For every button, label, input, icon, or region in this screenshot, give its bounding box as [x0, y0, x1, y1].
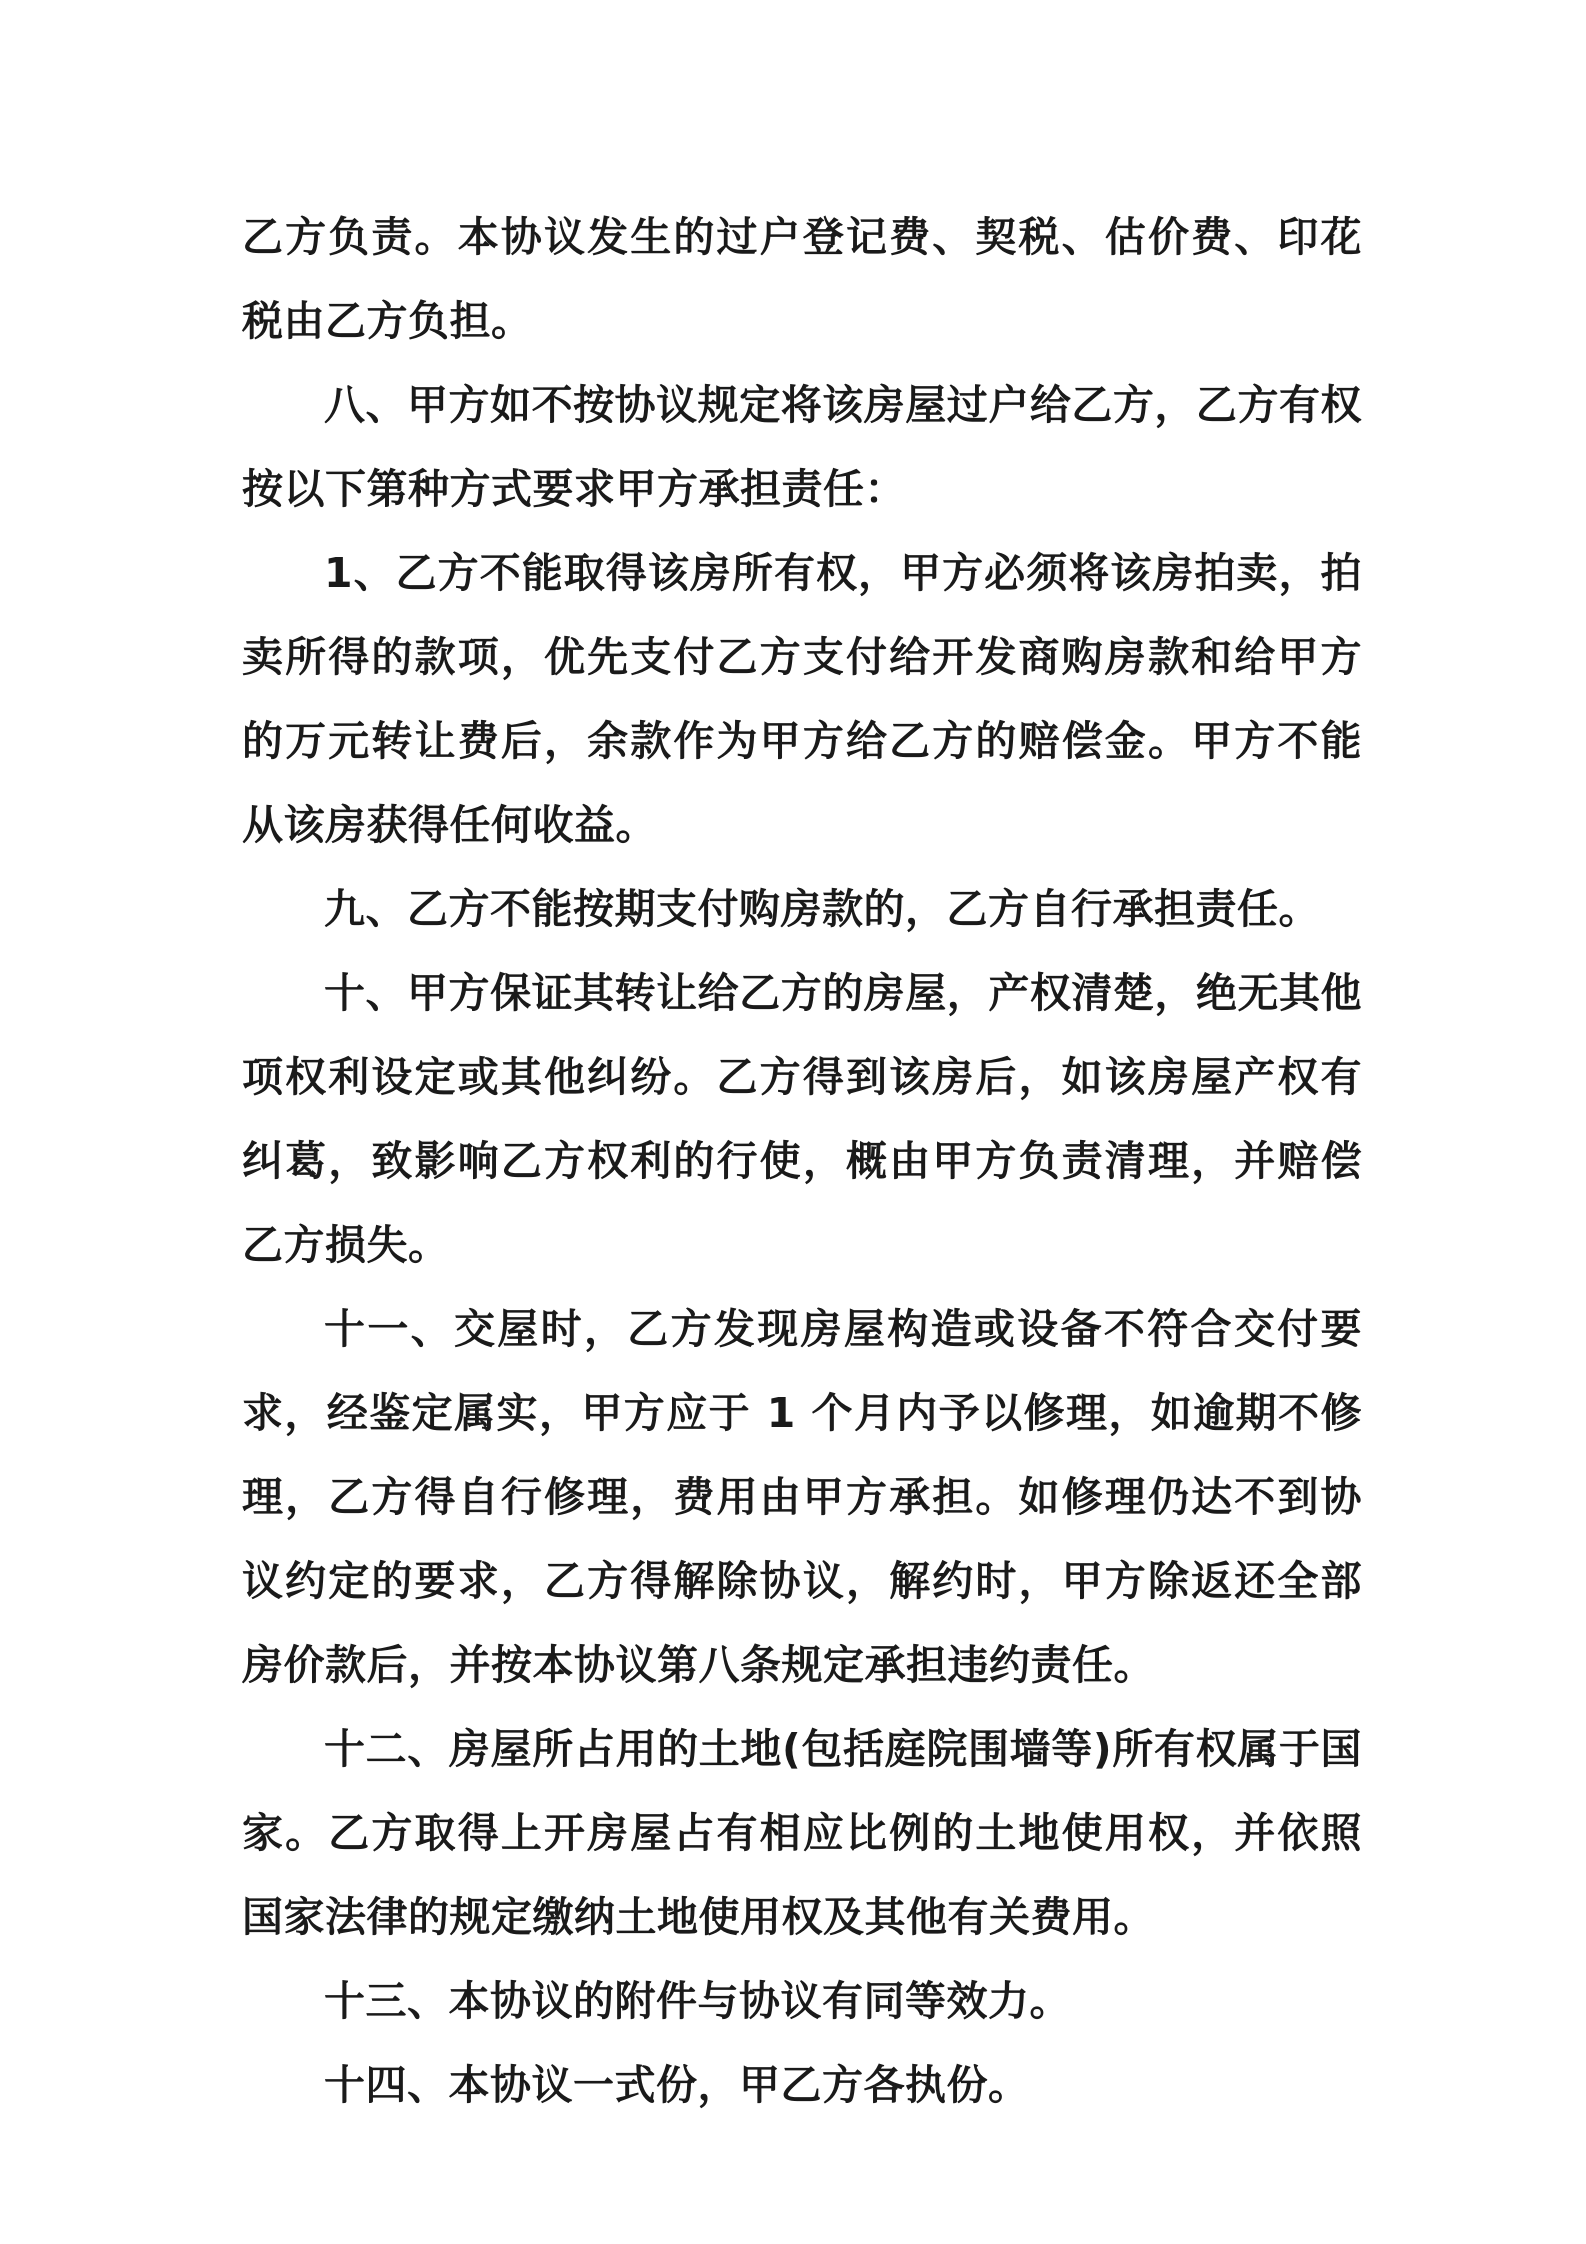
paragraph-clause-10: 十、甲方保证其转让给乙方的房屋，产权清楚，绝无其他项权利设定或其他纠纷。乙方得到该房后，如该房屋产权有纠葛，致影响乙方权利的行使，概由甲方负责清理，并赔偿乙方损失。 — [242, 969, 1362, 1269]
paragraph-continuation: 乙方负责。本协议发生的过户登记费、契税、估价费、印花税由乙方负担。 — [242, 213, 1362, 345]
paragraph-clause-14: 十四、本协议一式份，甲乙方各执份。 — [324, 2061, 1030, 2109]
paragraph-clause-8-item-1: 1、乙方不能取得该房所有权，甲方必须将该房拍卖，拍卖所得的款项，优先支付乙方支付给开发商购房款和给甲方的万元转让费后，余款作为甲方给乙方的赔偿金。甲方不能从该房获得任何收益。 — [242, 549, 1362, 849]
paragraph-clause-9: 九、乙方不能按期支付购房款的，乙方自行承担责任。 — [324, 885, 1320, 933]
paragraph-clause-13: 十三、本协议的附件与协议有同等效力。 — [324, 1977, 1071, 2025]
paragraph-clause-11: 十一、交屋时，乙方发现房屋构造或设备不符合交付要求，经鉴定属实，甲方应于 1 个月内予以修理，如逾期不修理，乙方得自行修理，费用由甲方承担。如修理仍达不到协议约定的要求，乙方得解除协议，解约时，甲方除返还全部房价款后，并按本协议第八条规定承担违约责任。 — [242, 1305, 1362, 1689]
paragraph-clause-12: 十二、房屋所占用的土地(包括庭院围墙等)所有权属于国家。乙方取得上开房屋占有相应比例的土地使用权，并依照国家法律的规定缴纳土地使用权及其他有关费用。 — [242, 1725, 1362, 1941]
document-body — [242, 195, 1362, 2127]
paragraph-clause-8: 八、甲方如不按协议规定将该房屋过户给乙方，乙方有权按以下第种方式要求甲方承担责任： — [242, 381, 1362, 513]
